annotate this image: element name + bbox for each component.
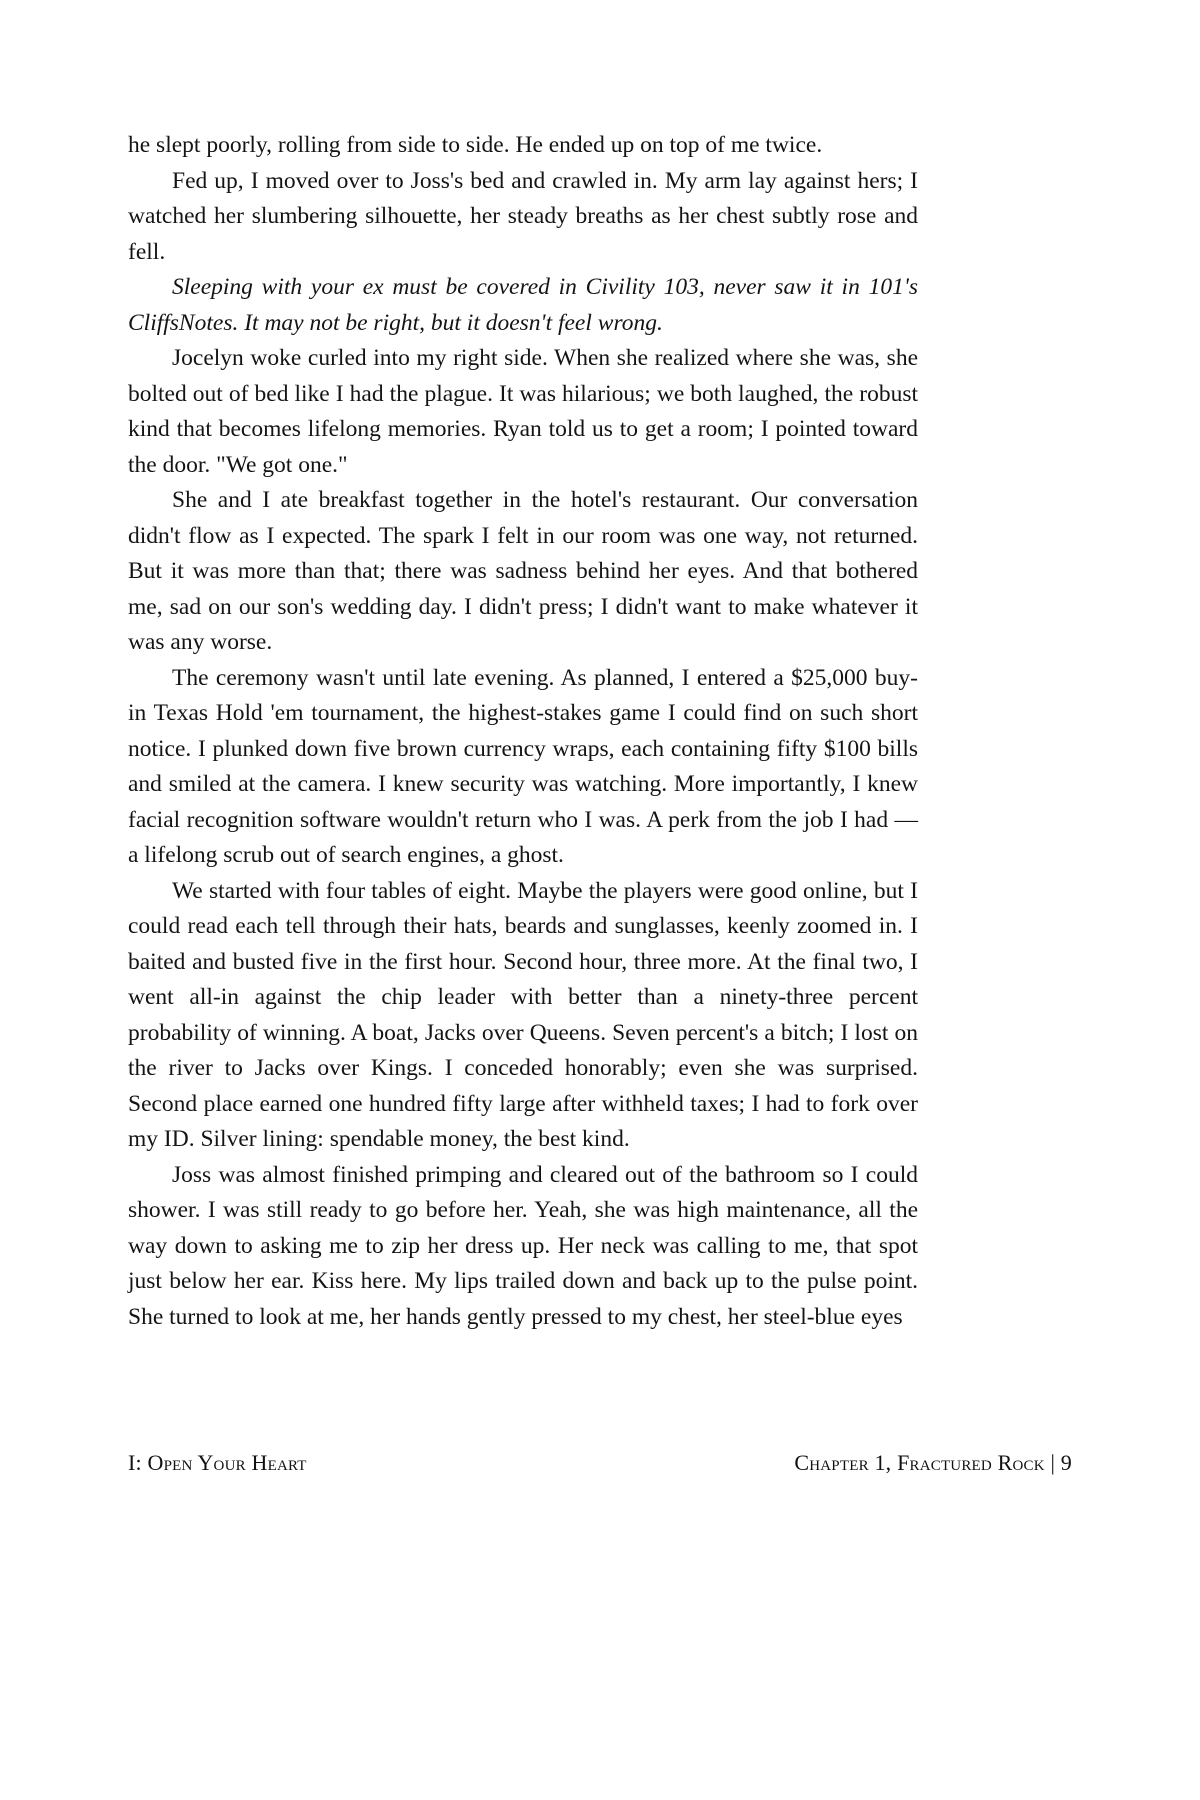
page-footer — [128, 1450, 1072, 1476]
paragraph: We started with four tables of eight. Maybe the players were good online, but I could read each tell through their hats, beards and sunglasses, keenly zoomed in. I baited and busted five in the first hour. Second hour, three more. At the final two, I went all-in against the chip leader with better than a ninety-three percent probability of winning. A boat, Jacks over Queens. Seven percent's a bitch; I lost on the river to Jacks over Kings. I conceded honorably; even she was surprised. Second place earned one hundred fifty large after withheld taxes; I had to fork over my ID. Silver lining: spendable money, the best kind. — [128, 877, 918, 1152]
footer-book-part: I: Open Your Heart — [128, 1450, 307, 1475]
paragraph: She and I ate breakfast together in the hotel's restaurant. Our conversation didn't flow as I expected. The spark I felt in our room was one way, not returned. But it was more than that; there was sadness behind her eyes. And that bothered me, sad on our son's wedding day. I didn't press; I didn't want to make whatever it was any worse. — [128, 487, 918, 655]
paragraph: Jocelyn woke curled into my right side. When she realized where she was, she bolted out of bed like I had the plague. It was hilarious; we both laughed, the robust kind that becomes lifelong memories. Ryan told us to get a room; I pointed toward the door. "We got one." — [128, 345, 918, 478]
footer-chapter-and-page: Chapter 1, Fractured Rock | 9 — [794, 1450, 1072, 1475]
paragraph-italic-inner-thought: Sleeping with your ex must be covered in Civility 103, never saw it in 101's CliffsNotes. It may not be right, but it doesn't feel wrong. — [128, 274, 918, 336]
paragraph: Joss was almost finished primping and cleared out of the bathroom so I could shower. I was still ready to go before her. Yeah, she was high maintenance, all the way down to asking me to zip her dress up. Her neck was calling to me, that spot just below her ear. Kiss here. My lips trailed down and back up to the pulse point. She turned to look at me, her hands gently pressed to my chest, her steel-blue eyes — [128, 1161, 918, 1330]
paragraph: Fed up, I moved over to Joss's bed and crawled in. My arm lay against hers; I watched her slumbering silhouette, her steady breaths as her chest subtly rose and fell. — [128, 167, 918, 265]
page-body — [128, 128, 918, 1335]
paragraph: he slept poorly, rolling from side to side. He ended up on top of me twice. — [128, 132, 823, 158]
paragraph: The ceremony wasn't until late evening. As planned, I entered a $25,000 buy-in Texas Hold 'em tournament, the highest-stakes game I could find on such short notice. I plunked down five brown currency wraps, each containing fifty $100 bills and smiled at the camera. I knew security was watching. More importantly, I knew facial recognition software wouldn't return who I was. A perk from the job I had — a lifelong scrub out of search engines, a ghost. — [128, 664, 918, 868]
